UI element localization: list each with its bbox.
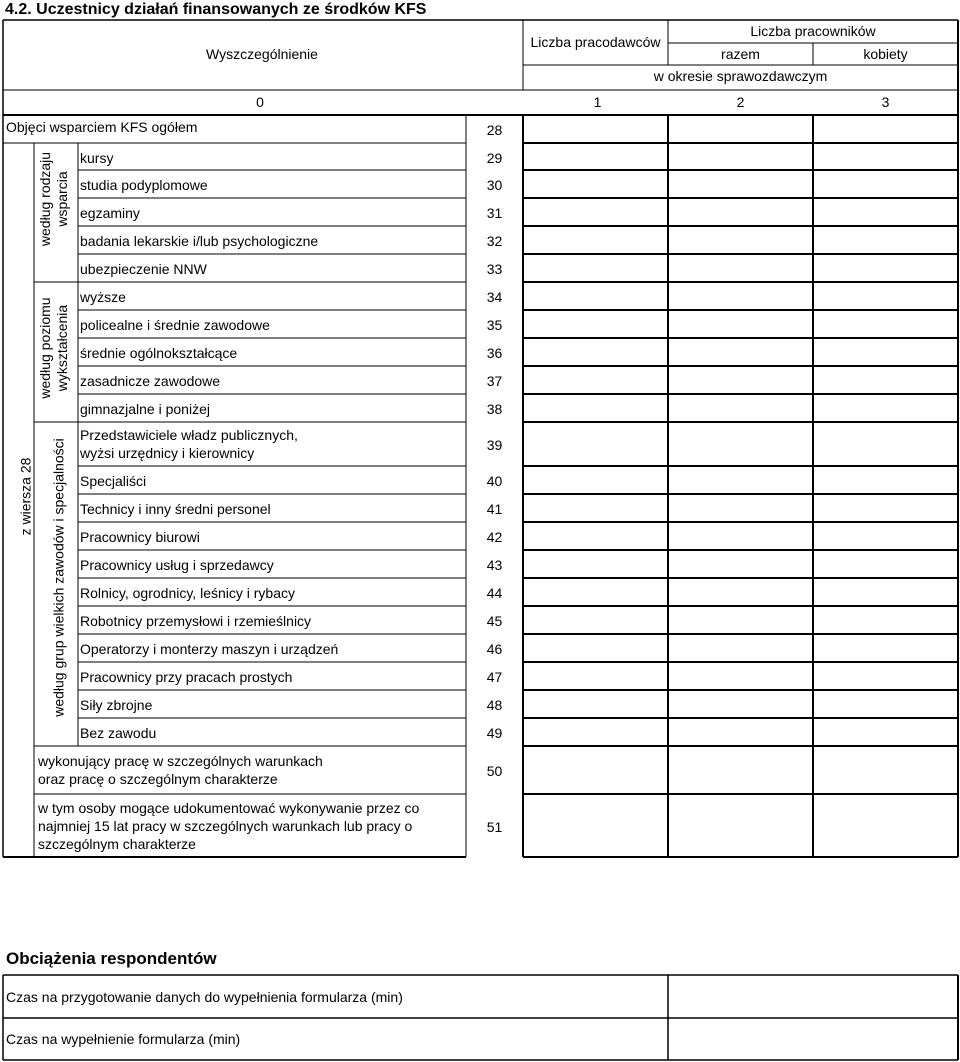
cell-33-employers[interactable] xyxy=(524,255,667,281)
group-education-label xyxy=(37,283,71,413)
cell-29-total[interactable] xyxy=(669,144,812,169)
cell-47-total[interactable] xyxy=(669,663,812,689)
cell-45-employers[interactable] xyxy=(524,607,667,633)
cell-31-total[interactable] xyxy=(669,199,812,225)
cell-40-total[interactable] xyxy=(669,467,812,493)
group-outer-label: z wiersza 28 xyxy=(17,457,34,536)
cell-36-total[interactable] xyxy=(669,339,812,365)
cell-33-total[interactable] xyxy=(669,255,812,281)
burden-prep-input[interactable] xyxy=(668,975,959,1017)
row-number-42: 42 xyxy=(486,529,503,545)
cell-49-women[interactable] xyxy=(814,719,957,745)
cell-41-total[interactable] xyxy=(669,495,812,521)
row-number-35: 35 xyxy=(486,317,503,333)
cell-51-total[interactable] xyxy=(669,795,812,856)
cell-44-employers[interactable] xyxy=(524,579,667,605)
header-total: razem xyxy=(721,46,760,62)
row-label-32: badania lekarskie i/lub psychologiczne xyxy=(80,233,319,249)
row-label-39: Przedstawiciele władz publicznych, wyżsi urzędnicy i kierownicy xyxy=(80,427,298,461)
section-title: 4.2. Uczestnicy działań finansowanych ze środków KFS xyxy=(5,1,427,18)
cell-30-employers[interactable] xyxy=(524,171,667,197)
cell-48-total[interactable] xyxy=(669,691,812,717)
row-number-37: 37 xyxy=(486,373,503,389)
row-number-29: 29 xyxy=(486,149,503,166)
cell-36-women[interactable] xyxy=(814,339,957,365)
row-number-43: 43 xyxy=(486,557,503,573)
burden-title: Obciążenia respondentów xyxy=(6,949,217,968)
row-label-42: Pracownicy biurowi xyxy=(80,529,200,545)
cell-41-employers[interactable] xyxy=(524,495,667,521)
cell-31-women[interactable] xyxy=(814,199,957,225)
cell-48-women[interactable] xyxy=(814,691,957,717)
cell-44-total[interactable] xyxy=(669,579,812,605)
row-label-34: wyższe xyxy=(80,289,126,305)
row-label-45: Robotnicy przemysłowi i rzemieślnicy xyxy=(80,613,312,629)
cell-35-employers[interactable] xyxy=(524,311,667,337)
cell-28-employers[interactable] xyxy=(524,116,667,142)
group-support-type-label xyxy=(37,134,71,264)
cell-46-women[interactable] xyxy=(814,635,957,661)
row-label-51: w tym osoby mogące udokumentować wykonywanie przez co najmniej 15 lat pracy w szczególnych warunkach lub pracy o szczególnym charakterze xyxy=(38,799,420,852)
cell-45-women[interactable] xyxy=(814,607,957,633)
group-support-type-line2: wsparcia xyxy=(54,171,70,227)
burden-fill-input[interactable] xyxy=(668,1018,959,1060)
row-number-47: 47 xyxy=(486,669,503,685)
row-label-35: policealne i średnie zawodowe xyxy=(80,317,270,333)
row-number-45: 45 xyxy=(486,613,503,629)
cell-39-women[interactable] xyxy=(814,423,957,465)
group-education-line1: według poziomu xyxy=(37,297,53,399)
group-support-type-line1: według rodzaju xyxy=(37,151,53,247)
header-women: kobiety xyxy=(863,46,908,62)
row-number-31: 31 xyxy=(486,205,503,221)
cell-44-women[interactable] xyxy=(814,579,957,605)
row-number-33: 33 xyxy=(486,261,503,277)
cell-33-women[interactable] xyxy=(814,255,957,281)
cell-39-total[interactable] xyxy=(669,423,812,465)
row-number-30: 30 xyxy=(486,177,503,193)
group-education-line2: wykształcenia xyxy=(54,304,70,392)
cell-29-employers[interactable] xyxy=(524,144,667,169)
burden-fill-label: Czas na wypełnienie formularza (min) xyxy=(6,1031,241,1047)
cell-42-women[interactable] xyxy=(814,523,957,549)
cell-39-employers[interactable] xyxy=(524,423,667,465)
row-label-46: Operatorzy i monterzy maszyn i urządzeń xyxy=(80,641,339,657)
cell-30-total[interactable] xyxy=(669,171,812,197)
cell-40-employers[interactable] xyxy=(524,467,667,493)
cell-37-women[interactable] xyxy=(814,367,957,393)
row-label-38: gimnazjalne i poniżej xyxy=(80,401,210,417)
row-number-46: 46 xyxy=(486,641,503,657)
row-label-44: Rolnicy, ogrodnicy, leśnicy i rybacy xyxy=(80,585,296,601)
cell-42-employers[interactable] xyxy=(524,523,667,549)
cell-29-women[interactable] xyxy=(814,144,957,169)
cell-36-employers[interactable] xyxy=(524,339,667,365)
row-number-49: 49 xyxy=(486,725,503,741)
cell-38-employers[interactable] xyxy=(524,395,667,421)
cell-37-total[interactable] xyxy=(669,367,812,393)
cell-32-women[interactable] xyxy=(814,227,957,253)
cell-47-employers[interactable] xyxy=(524,663,667,689)
row-number-32: 32 xyxy=(486,233,503,249)
cell-51-employers[interactable] xyxy=(524,795,667,856)
row-number-34: 34 xyxy=(486,289,503,305)
header-spec: Wyszczególnienie xyxy=(206,46,318,62)
cell-43-women[interactable] xyxy=(814,551,957,577)
row-label-48: Siły zbrojne xyxy=(80,697,153,713)
cell-47-women[interactable] xyxy=(814,663,957,689)
burden-prep-label: Czas na przygotowanie danych do wypełnienia formularza (min) xyxy=(6,989,403,1005)
header-period: w okresie sprawozdawczym xyxy=(653,68,828,84)
cell-34-total[interactable] xyxy=(669,283,812,309)
total-row-number: 28 xyxy=(486,122,503,138)
header-employers: Liczba pracodawców xyxy=(530,34,661,50)
cell-50-women[interactable] xyxy=(814,747,957,793)
row-label-40: Specjaliści xyxy=(80,473,147,489)
cell-50-employers[interactable] xyxy=(524,747,667,793)
cell-43-employers[interactable] xyxy=(524,551,667,577)
cell-35-total[interactable] xyxy=(669,311,812,337)
cell-48-employers[interactable] xyxy=(524,691,667,717)
cell-34-employers[interactable] xyxy=(524,283,667,309)
row-number-38: 38 xyxy=(486,401,503,417)
col-number-3: 3 xyxy=(881,94,890,110)
cell-40-women[interactable] xyxy=(814,467,957,493)
row-label-41: Technicy i inny średni personel xyxy=(80,501,271,517)
col-number-0: 0 xyxy=(256,94,264,110)
cell-38-women[interactable] xyxy=(814,395,957,421)
cell-31-employers[interactable] xyxy=(524,199,667,225)
cell-49-total[interactable] xyxy=(669,719,812,745)
cell-35-women[interactable] xyxy=(814,311,957,337)
cell-28-total[interactable] xyxy=(669,116,812,142)
row-label-31: egzaminy xyxy=(80,205,140,221)
row-number-51: 51 xyxy=(486,818,503,835)
cell-49-employers[interactable] xyxy=(524,719,667,745)
cell-30-women[interactable] xyxy=(814,171,957,197)
row-number-48: 48 xyxy=(486,697,503,713)
row-number-41: 41 xyxy=(486,501,503,517)
group-occupation-label: według grup wielkich zawodów i specjalności xyxy=(50,438,67,717)
row-number-44: 44 xyxy=(486,585,503,601)
row-number-39: 39 xyxy=(486,437,503,453)
col-number-2: 2 xyxy=(736,94,745,110)
row-label-36: średnie ogólnokształcące xyxy=(80,345,238,361)
row-label-49: Bez zawodu xyxy=(80,725,157,741)
cell-51-women[interactable] xyxy=(814,795,957,856)
row-label-43: Pracownicy usług i sprzedawcy xyxy=(80,557,274,573)
cell-41-women[interactable] xyxy=(814,495,957,521)
cell-50-total[interactable] xyxy=(669,747,812,793)
row-label-37: zasadnicze zawodowe xyxy=(80,373,221,389)
row-label-50: wykonujący pracę w szczególnych warunkach oraz pracę o szczególnym charakterze xyxy=(38,753,323,787)
cell-34-women[interactable] xyxy=(814,283,957,309)
cell-42-total[interactable] xyxy=(669,523,812,549)
row-number-50: 50 xyxy=(486,763,503,779)
total-row-label: Objęci wsparciem KFS ogółem xyxy=(6,119,198,135)
cell-37-employers[interactable] xyxy=(524,367,667,393)
cell-45-total[interactable] xyxy=(669,607,812,633)
cell-46-employers[interactable] xyxy=(524,635,667,661)
cell-43-total[interactable] xyxy=(669,551,812,577)
row-label-33: ubezpieczenie NNW xyxy=(80,261,207,277)
cell-32-employers[interactable] xyxy=(524,227,667,253)
cell-38-total[interactable] xyxy=(669,395,812,421)
row-number-36: 36 xyxy=(486,345,503,361)
header-employees: Liczba pracowników xyxy=(750,23,876,39)
row-number-40: 40 xyxy=(486,473,503,489)
col-number-1: 1 xyxy=(593,94,602,110)
row-label-30: studia podyplomowe xyxy=(80,177,208,193)
cell-28-women[interactable] xyxy=(814,116,957,142)
row-label-47: Pracownicy przy pracach prostych xyxy=(80,669,293,685)
row-label-29: kursy xyxy=(80,149,114,166)
cell-32-total[interactable] xyxy=(669,227,812,253)
cell-46-total[interactable] xyxy=(669,635,812,661)
